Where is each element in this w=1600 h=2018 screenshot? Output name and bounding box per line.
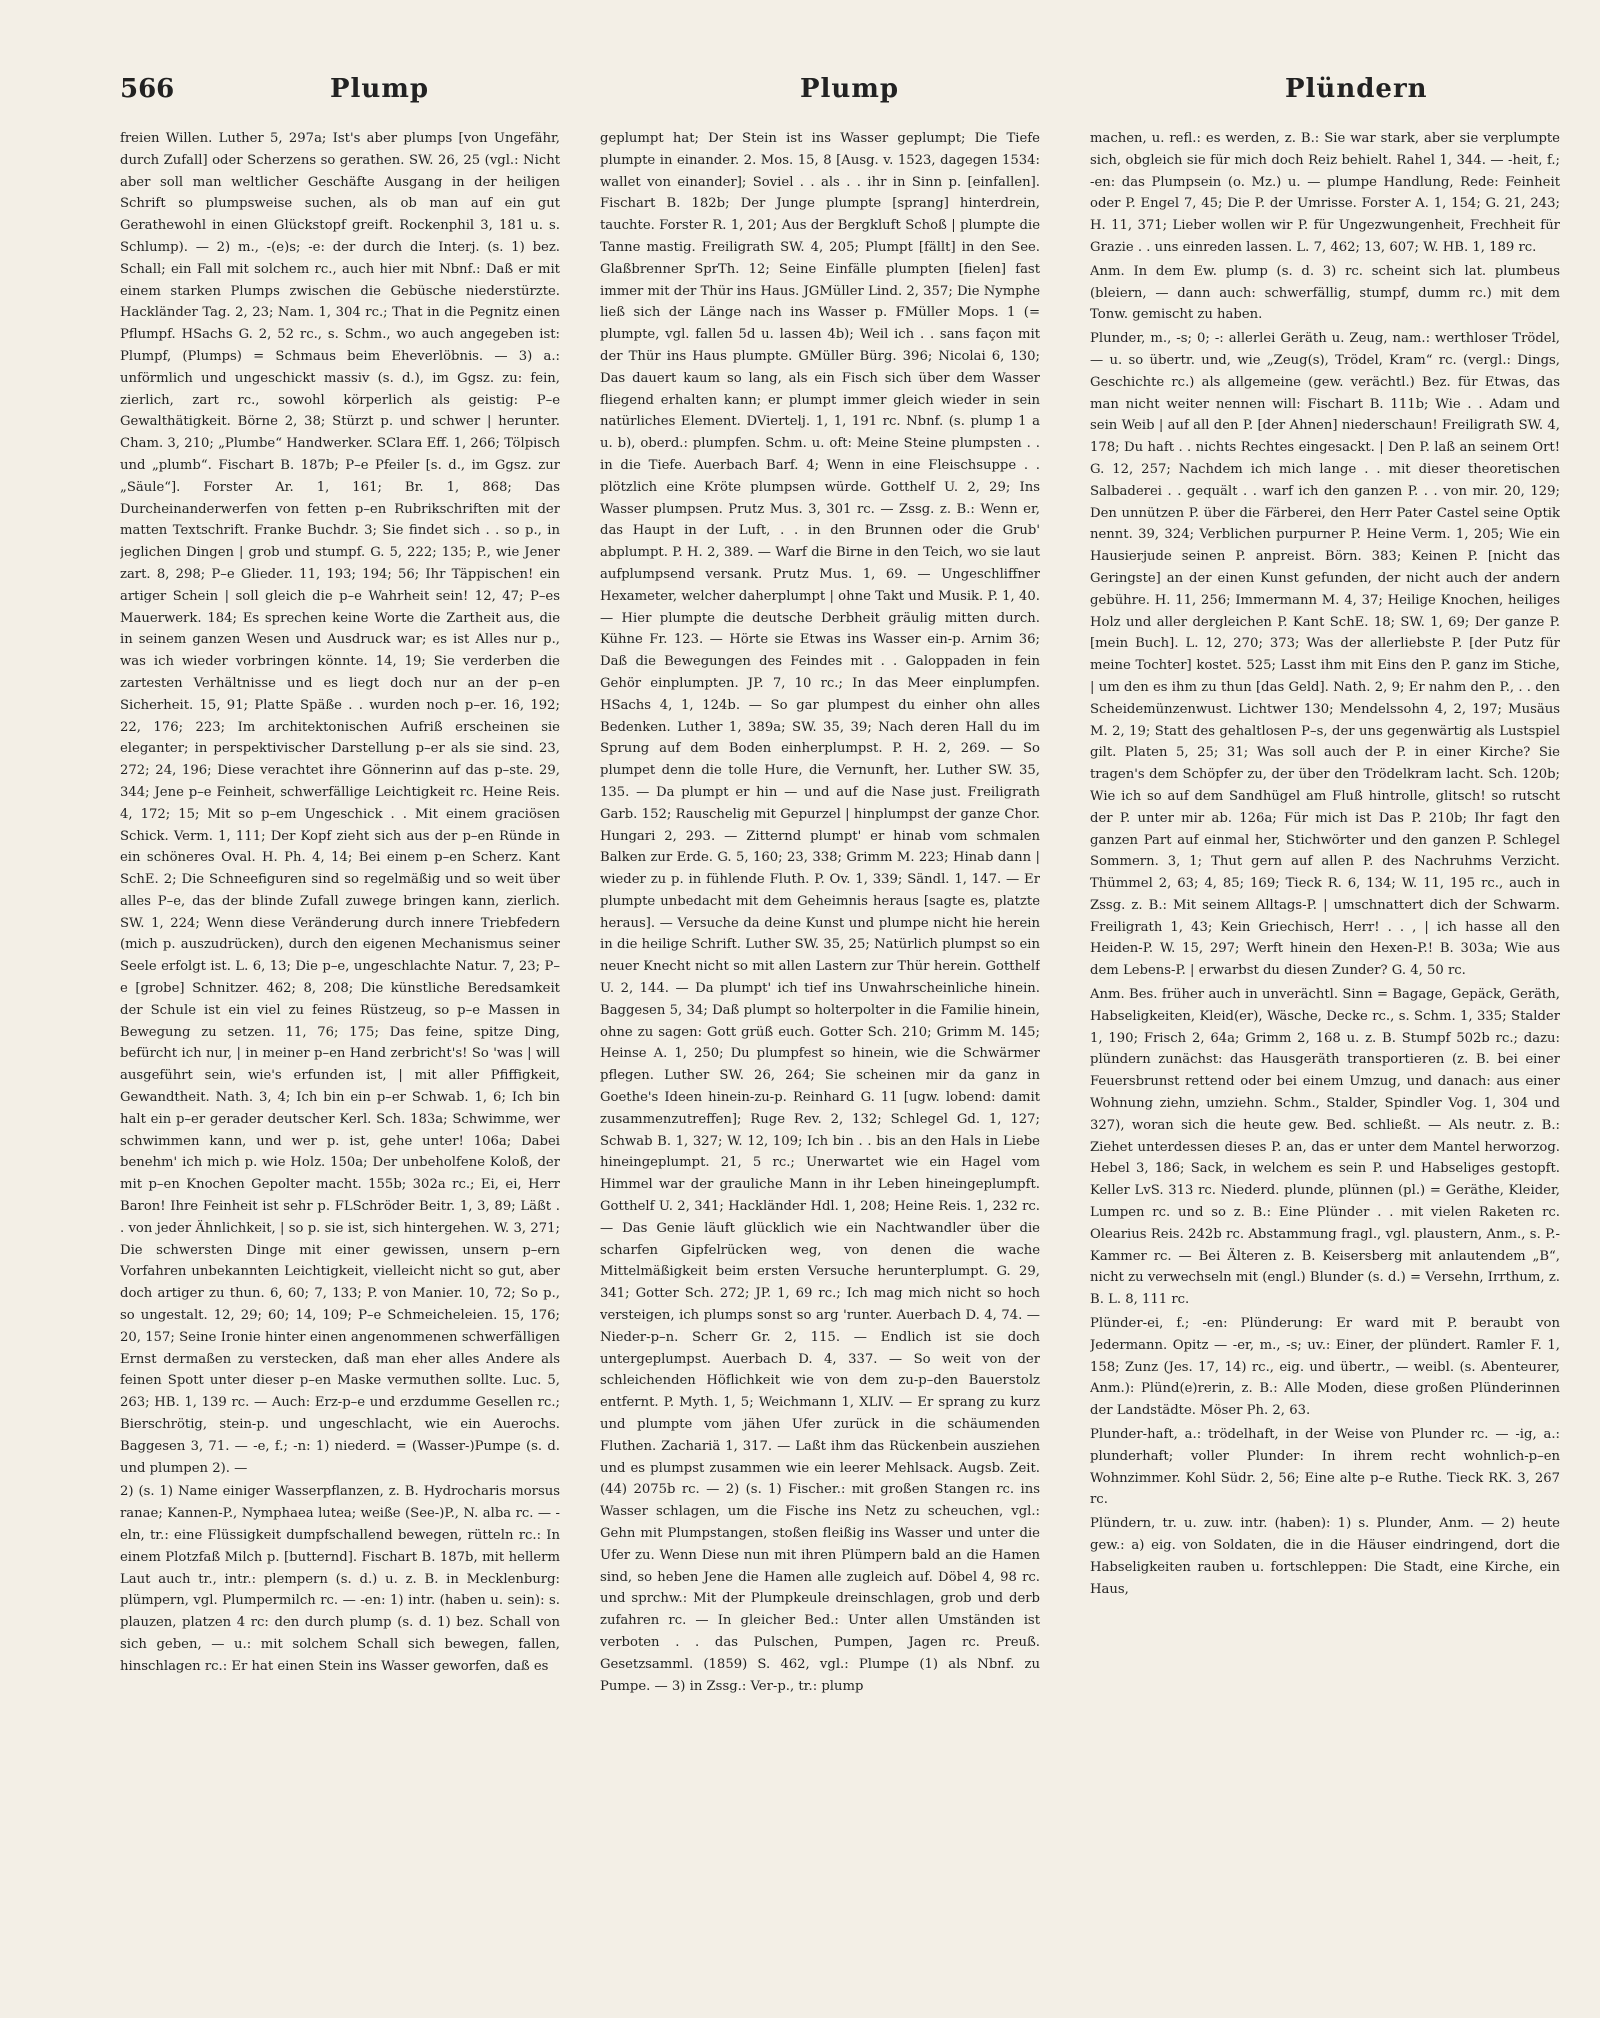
page-header <box>120 74 1560 114</box>
text-column-2 <box>600 128 1040 1998</box>
entry-pluendern: Plündern, tr. u. zuw. intr. (haben): 1) s. Plunder, Anm. — 2) heute gew.: a) eig. von Soldaten, die in die Häuser eindringend, dort die Habseligkeiten rauben u. fortschleppen: Die Stadt, eine Kirche, ein Haus, <box>1090 1516 1560 1597</box>
entry-plunder: Plunder, m., -s; 0; -: allerlei Geräth u. Zeug, nam.: werthloser Trödel, — u. so übertr. und, wie „Zeug(s), Trödel, Kram“ rc. (vergl.: Dings, Geschichte rc.) als allgemeine (gew. verächtl.) Bez. für Etwas, das man nicht weiter nennen will: Fischart B. 111b; Wie . . Adam und sein Weib | auf all den P. [der Ahnen] niederschaun! Freiligrath SW. 4, 178; Du haft . . nichts Rechtes eingesackt. | Den P. laß an seinem Ort! G. 12, 257; Nachdem ich mich lange . . mit dieser theoretischen Salbaderei . . gequält . . warf ich den ganzen P. . . von mir. 20, 129; Den unnützen P. über die Färberei, den Herr Pater Castel seine Optik nennt. 39, 324; Verblichen purpurner P. Heine Verm. 1, 205; Wie ein Hausierjude seinen P. anpreist. Börn. 383; Keinen P. [nicht das Geringste] an der einen Kunst gefunden, der nicht auch der andern gebühre. H. 11, 256; Immermann M. 4, 37; Heilige Knochen, heiliges Holz und aller dergleichen P. Kant SchE. 18; SW. 1, 69; Der ganze P. [mein Buch]. L. 12, 270; 373; Was der allerliebste P. [der Putz für meine Tochter] kostet. 525; Lasst ihm mit Eins den P. ganz im Stiche, | um den es ihm zu thun [das Geld]. Nath. 2, 9; Er nahm den P., . . den Scheidemünzenwust. Lichtwer 130; Mendelssohn 4, 2, 197; Musäus M. 2, 19; Statt des gehaltlosen P–s, der uns gegenwärtig als Lustspiel gilt. Platen 5, 25; 31; Was soll auch der P. in einer Kirche? Sie tragen's dem Schöpfer zu, der über den Trödelkram lacht. Sch. 120b; Wie ich so auf dem Sandhügel am Fluß hintrolle, glitsch! so rutscht der P. unter mir ab. 126a; Für mich ist Das P. 210b; Ihr fagt den ganzen Part auf einmal her, Stichwörter und den ganzen P. Schlegel Sommern. 3, 1; Thut gern auf allen P. des Nachruhms Verzicht. Thümmel 2, 63; 4, 85; 169; Tieck R. 6, 134; W. 11, 195 rc., auch in Zssg. z. B.: Mit seinem Alltags-P. | umschnattert dich der Schwarm. Freiligrath 1, 43; Kein Griechisch, Herr! . . , | ich hasse all den Heiden-P. W. 15, 297; Werft hinein den Hexen-P.! B. 303a; Wie aus dem Lebens-P. | erwarbst du diesen Zunder? G. 4, 50 rc. <box>1090 331 1560 979</box>
running-headword-right: Plündern <box>1285 74 1428 104</box>
paragraph: machen, u. refl.: es werden, z. B.: Sie war stark, aber sie verplumpte sich, obgleich sie für mich doch Reiz behielt. Rahel 1, 344. — -heit, f.; -en: das Plumpsein (o. Mz.) u. — plumpe Handlung, Rede: Feinheit oder P. Engel 7, 45; Die P. der Umrisse. Forster A. 1, 154; G. 21, 243; H. 11, 371; Lieber wollen wir P. für Ungezwungenheit, Frechheit für Grazie . . uns einreden lassen. L. 7, 462; 13, 607; W. HB. 1, 189 rc. <box>1090 131 1560 255</box>
page-number: 566 <box>120 74 175 104</box>
paragraph: freien Willen. Luther 5, 297a; Ist's aber plumps [von Ungefähr, durch Zufall] oder Scherzens so gerathen. SW. 26, 25 (vgl.: Nicht aber soll man weltlicher Geschäfte Ausgang in der heiligen Schrift so plumpsweise suchen, als ob man auf ein gut Gerathewohl in einen Glückstopf greift. Rockenphil 3, 181 u. s. Schlump). — 2) m., -(e)s; -e: der durch die Interj. (s. 1) bez. Schall; ein Fall mit solchem rc., auch hier mit Nbnf.: Daß er mit einem starken Plumps zwischen die Gebüsche niederstürzte. Hackländer Tag. 2, 23; Nam. 1, 304 rc.; That in die Pegnitz einen Pflumpf. HSachs G. 2, 52 rc., s. Schm., wo auch angegeben ist: Plumpf, (Plumps) = Schmaus beim Eheverlöbnis. — 3) a.: unförmlich und ungeschickt massiv (s. d.), im Ggsz. zu: fein, zierlich, zart rc., sowohl körperlich als geistig: P–e Gewalthätigkeit. Börne 2, 38; Stürzt p. und schwer | herunter. Cham. 3, 210; „Plumbe“ Handwerker. SClara Eff. 1, 266; Tölpisch und „plumb“. Fischart B. 187b; P–e Pfeiler [s. d., im Ggsz. zur „Säule“]. Forster Ar. 1, 161; Br. 1, 868; Das Durcheinanderwerfen von fetten p–en Rubrikschriften mit der matten Textschrift. Franke Buchdr. 3; Sie findet sich . . so p., in jeglichen Dingen | grob und stumpf. G. 5, 222; 135; P., wie Jener zart. 8, 298; P–e Glieder. 11, 193; 194; 56; Ihr Täppischen! ein artiger Schein | soll gleich die p–e Wahrheit sein! 12, 47; P–es Mauerwerk. 184; Es sprechen keine Worte die Zartheit aus, die in seinem ganzen Wesen und Ausdruck war; es ist Alles nur p., was ich wieder vorbringen könnte. 14, 19; Sie verderben die zartesten Verhältnisse und es liegt doch nur an der p–en Sicherheit. 15, 91; Platte Späße . . wurden noch p–er. 16, 192; 22, 176; 223; Im architektonischen Aufriß erscheinen sie eleganter; in perspektivischer Darstellung p–er als sie sind. 23, 272; 24, 196; Diese verachtet ihre Gönnerinn auf das p–ste. 29, 344; Jene p–e Feinheit, schwerfällige Leichtigkeit rc. Heine Reis. 4, 172; 15; Mit so p–em Ungeschick . . Mit einem graciösen Schick. Verm. 1, 111; Der Kopf zieht sich aus der p–en Ründe in ein schöneres Oval. H. Ph. 4, 14; Bei einem p–en Scherz. Kant SchE. 2; Die Schneefiguren sind so regelmäßig und so weit über alles P–e, das der blinde Zufall zuwege bringen kann, zierlich. SW. 1, 224; Wenn diese Veränderung durch innere Triebfedern (mich p. auszudrücken), durch den eigenen Mechanismus seiner Seele erfolgt ist. L. 6, 13; Die p–e, ungeschlachte Natur. 7, 23; P–e [grobe] Schnitzer. 462; 8, 208; Die künstliche Beredsamkeit der Schule ist ein viel zu feines Rüstzeug, so p–e Massen in Bewegung zu setzen. 11, 76; 175; Das feine, spitze Ding, befürcht ich nur, | in meiner p–en Hand zerbricht's! So 'was | will ausgeführt sein, wie's erfunden ist, | mit aller Pfiffigkeit, Gewandtheit. Nath. 3, 4; Ich bin ein p–er Schwab. 1, 6; Ich bin halt ein p–er gerader deutscher Kerl. Sch. 183a; Schwimme, wer schwimmen kann, und wer p. ist, gehe unter! 106a; Dabei benehm' ich mich p. wie Holz. 150a; Der unbeholfene Koloß, der mit p–en Knochen Gepolter macht. 155b; 302a rc.; Ei, ei, Herr Baron! Ihre Feinheit ist sehr p. FLSchröder Beitr. 1, 3, 89; Läßt . . von jeder Ähnlichkeit, | so p. sie ist, sich hintergehen. W. 3, 271; Die schwersten Dinge mit einer gewissen, unsern p–ern Vorfahren unbekannten Leichtigkeit, vielleicht nicht so gut, aber doch artiger zu thun. 6, 60; 7, 133; P. von Manier. 10, 72; So p., so ungestalt. 12, 29; 60; 14, 109; P–e Schmeicheleien. 15, 176; 20, 157; Seine Ironie hinter einen angenommenen schwerfälligen Ernst dermaßen zu verstecken, daß man eher alles Andere als feinen Spott unter dieser p–en Maske vermuthen sollte. Luc. 5, 263; HB. 1, 139 rc. — Auch: Erz-p–e und erzdumme Gesellen rc.; Bierschrötig, stein-p. und ungeschlacht, wie ein Auerochs. Baggesen 3, 71. — -e, f.; -n: 1) niederd. = (Wasser-)Pumpe (s. d. und plumpen 2). — <box>120 131 560 1476</box>
paragraph: 2) (s. 1) Name einiger Wasserpflanzen, z. B. Hydrocharis morsus ranae; Kannen-P., Nymphaea lutea; weiße (See-)P., N. alba rc. — -eln, tr.: eine Flüssigkeit dumpfschallend bewegen, rütteln rc.: In einem Plotzfaß Milch p. [butternd]. Fischart B. 187b, mit hellerm Laut auch tr., intr.: plempern (s. d.) u. z. B. in Mecklenburg: plümpern, vgl. Plumpermilch rc. — -en: 1) intr. (haben u. sein): s. plauzen, platzen 4 rc: den durch plump (s. d. 1) bez. Schall von sich geben, — u.: mit solchem Schall sich bewegen, fallen, hinschlagen rc.: Er hat einen Stein ins Wasser geworfen, daß es <box>120 1484 560 1674</box>
entry-plunderhaft: Plunder-haft, a.: trödelhaft, in der Weise von Plunder rc. — -ig, a.: plunderhaft; voller Plunder: In ihrem recht wohnlich-p–en Wohnzimmer. Kohl Südr. 2, 56; Eine alte p–e Ruthe. Tieck RK. 3, 267 rc. <box>1090 1427 1560 1508</box>
running-headword-left: Plump <box>330 74 430 104</box>
paragraph: geplumpt hat; Der Stein ist ins Wasser geplumpt; Die Tiefe plumpte in einander. 2. Mos. 15, 8 [Ausg. v. 1523, dagegen 1534: wallet von einander]; Soviel . . als . . ihr in Sinn p. [einfallen]. Fischart B. 182b; Der Junge plumpte [sprang] hinterdrein, tauchte. Forster R. 1, 201; Aus der Bergkluft Schoß | plumpte die Tanne mastig. Freiligrath SW. 4, 205; Plumpt [fällt] in den See. Glaßbrenner SprTh. 12; Seine Einfälle plumpten [fielen] fast immer mit der Thür ins Haus. JGMüller Lind. 2, 357; Die Nymphe ließ sich der Länge nach ins Wasser p. FMüller Mops. 1 (= plumpte, vgl. fallen 5d u. lassen 4b); Weil ich . . sans façon mit der Thür ins Haus plumpte. GMüller Bürg. 396; Nicolai 6, 130; Das dauert kaum so lang, als ein Fisch sich über dem Wasser fliegend erhalten kann; er plumpt immer gleich wieder in sein natürliches Element. DViertelj. 1, 1, 191 rc. Nbnf. (s. plump 1 a u. b), oberd.: plumpfen. Schm. u. oft: Meine Steine plumpsten . . in die Tiefe. Auerbach Barf. 4; Wenn in eine Fleischsuppe . . plötzlich eine Kröte plumpsen würde. Gotthelf U. 2, 29; Ins Wasser plumpsen. Prutz Mus. 3, 301 rc. — Zssg. z. B.: Wenn er, das Haupt in der Luft, . . in den Brunnen oder die Grub' abplumpt. P. H. 2, 389. — Warf die Birne in den Teich, wo sie laut aufplumpsend versank. Prutz Mus. 1, 69. — Ungeschliffner Hexameter, welcher daherplumpt | ohne Takt und Musik. P. 1, 40. — Hier plumpte die deutsche Derbheit gräulig mitten durch. Kühne Fr. 123. — Hörte sie Etwas ins Wasser ein-p. Arnim 36; Daß die Bewegungen des Feindes mit . . Galoppaden in fein Gehör einplumpten. JP. 7, 10 rc.; In das Meer einplumpfen. HSachs 4, 1, 124b. — So gar plumpest du einher ohn alles Bedenken. Luther 1, 389a; SW. 35, 39; Nach deren Hall du im Sprung auf dem Boden einherplumpst. P. H. 2, 269. — So plumpet denn die tolle Hure, die Vernunft, her. Luther SW. 35, 135. — Da plumpt er hin — und auf die Nase just. Freiligrath Garb. 152; Rauschelig mit Gepurzel | hinplumpst der ganze Chor. Hungari 2, 293. — Zitternd plumpt' er hinab vom schmalen Balken zur Erde. G. 5, 160; 23, 338; Grimm M. 223; Hinab dann | wieder zu p. in fühlende Fluth. P. Ov. 1, 339; Sändl. 1, 147. — Er plumpte unbedacht mit dem Geheimnis heraus [sagte es, platzte heraus]. — Versuche da deine Kunst und plumpe nicht hie herein in die heilige Schrift. Luther SW. 35, 25; Natürlich plumpst so ein neuer Knecht nicht so mit allen Lastern zur Thür herein. Gotthelf U. 2, 144. — Da plumpt' ich tief ins Unwahrscheinliche hinein. Baggesen 5, 34; Daß plumpt so holterpolter in die Familie hinein, ohne zu sagen: Gott grüß euch. Gotter Sch. 210; Grimm M. 145; Heinse A. 1, 250; Du plumpfest so hinein, wie die Schwärmer pflegen. Luther SW. 26, 264; Sie scheinen mir da ganz in Goethe's Ideen hinein-zu-p. Reinhard G. 11 [ugw. lobend: damit zusammenzutreffen]; Ruge Rev. 2, 132; Schlegel Gd. 1, 127; Schwab B. 1, 327; W. 12, 109; Ich bin . . bis an den Hals in Liebe hineingeplumpt. 21, 5 rc.; Unerwartet wie ein Hagel vom Himmel war der grauliche Mann in ihr Leben hineingeplumpft. Gotthelf U. 2, 341; Hackländer Hdl. 1, 208; Heine Reis. 1, 232 rc. — Das Genie läuft glücklich wie ein Nachtwandler über die scharfen Gipfelrücken weg, von denen die wache Mittelmäßigkeit beim ersten Versuche herunterplumpt. G. 29, 341; Gotter Sch. 272; JP. 1, 69 rc.; Ich mag mich nicht so hoch versteigen, ich plumps sonst so arg 'runter. Auerbach D. 4, 74. — Nieder-p–n. Scherr Gr. 2, 115. — Endlich ist sie doch untergeplumpst. Auerbach D. 4, 337. — So weit von der schleichenden Höflichkeit wie von dem zu-p–den Bauerstolz entfernt. P. Myth. 1, 5; Weichmann 1, XLIV. — Er sprang zu kurz und plumpte vom jähen Ufer zurück in die schäumenden Fluthen. Zachariä 1, 317. — Laßt ihm das Rückenbein ausziehen und es plumpst zusammen wie ein leerer Mehlsack. Augsb. Zeit. (44) 2075b rc. — 2) (s. 1) Fischer.: mit großen Stangen rc. ins Wasser schlagen, um die Fische ins Netz zu scheuchen, vgl.: Gehn mit Plumpstangen, stoßen fleißig ins Wasser und unter die Ufer zu. Wenn Diese nun mit ihren Plümpern bald an die Hamen sind, so heben Jene die Hamen alle zugleich auf. Döbel 4, 98 rc. und sprchw.: Mit der Plumpkeule dreinschlagen, grob und derb zufahren rc. — In gleicher Bed.: Unter allen Umständen ist verboten . . das Pulschen, Pumpen, Jagen rc. Preuß. Gesetzsamml. (1859) S. 462, vgl.: Plumpe (1) als Nbnf. zu Pumpe. — 3) in Zssg.: Ver-p., tr.: plump <box>600 131 1040 1694</box>
annotation-paragraph: Anm. Bes. früher auch in unverächtl. Sinn = Bagage, Gepäck, Geräth, Habseligkeiten, Kleid(er), Wäsche, Decke rc., s. Schm. 1, 335; Stalder 1, 190; Frisch 2, 64a; Grimm 2, 168 u. z. B. Stumpf 502b rc.; dazu: plündern zunächst: das Hausgeräth transportieren (z. B. bei einer Feuersbrunst rettend oder bei einem Umzug, und danach: aus einer Wohnung ziehn, umziehn. Schm., Stalder, Spindler Vog. 1, 304 und 327), woran sich die heute gew. Bed. schließt. — Als neutr. z. B.: Ziehet unterdessen dieses P. an, das er unter dem Mantel herworzog. Hebel 3, 186; Sack, in welchem es sein P. und Habseliges gestopft. Keller LvS. 313 rc. Niederd. plunde, plünnen (pl.) = Geräthe, Kleider, Lumpen rc. und so z. B.: Eine Plünder . . mit vielen Raketen rc. Olearius Reis. 242b rc. Abstammung fragl., vgl. plaustern, Anm., s. P.-Kammer rc. — Bei Älteren z. B. Keisersberg mit anlautendem „B“, nicht zu verwechseln mit (engl.) Blunder (s. d.) = Versehn, Irrthum, z. B. L. 8, 111 rc. <box>1090 987 1560 1308</box>
entry-pluenderei: Plünder-ei, f.; -en: Plünderung: Er ward mit P. beraubt von Jedermann. Opitz — -er, m., -s; uv.: Einer, der plündert. Ramler F. 1, 158; Zunz (Jes. 17, 14) rc., eig. und übertr., — weibl. (s. Abenteurer, Anm.): Plünd(e)rerin, z. B.: Alle Moden, diese großen Plünderinnen der Landstädte. Möser Ph. 2, 63. <box>1090 1316 1560 1419</box>
text-column-3 <box>1090 128 1560 1998</box>
text-column-1 <box>120 128 560 1998</box>
running-headword-center: Plump <box>800 74 900 104</box>
annotation-paragraph: Anm. In dem Ew. plump (s. d. 3) rc. scheint sich lat. plumbeus (bleiern, — dann auch: schwerfällig, stumpf, dumm rc.) mit dem Tonw. gemischt zu haben. <box>1090 263 1560 323</box>
